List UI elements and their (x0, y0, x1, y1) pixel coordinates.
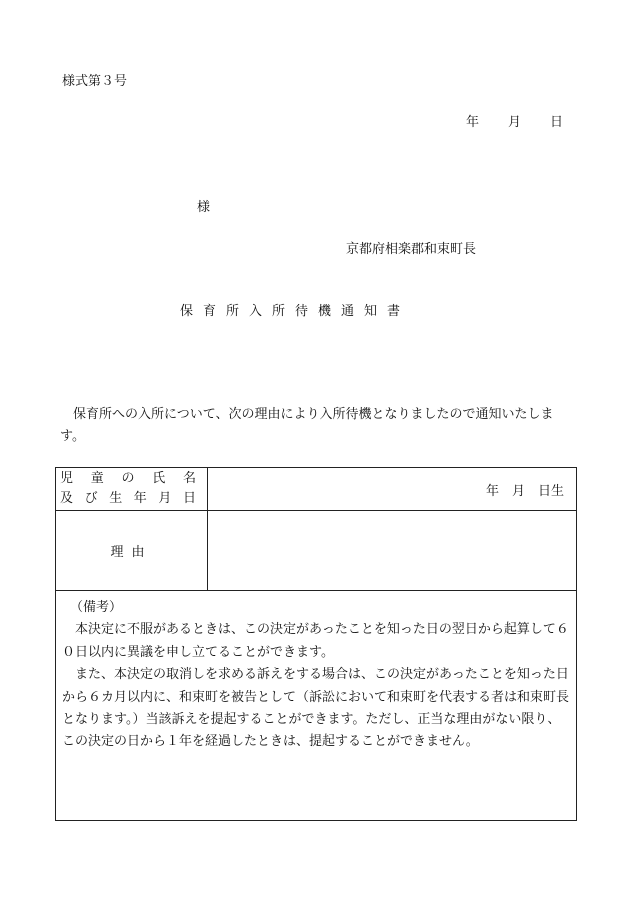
notes (56, 591, 576, 754)
issue-date (466, 111, 563, 130)
name-birth-label (56, 468, 208, 511)
intro-text: 保育所への入所について、次の理由により入所待機となりましたので通知いたします。 (60, 407, 554, 444)
date-year-label: 年 (466, 115, 480, 130)
name-label-line1: 児 童 の 氏 名 (60, 471, 196, 486)
info-table (55, 467, 577, 821)
form-number: 様式第３号 (62, 74, 128, 89)
date-month-label: 月 (508, 115, 522, 130)
document-title: 保育所入所待機通知書 (180, 304, 411, 319)
date-day-label: 日 (550, 115, 564, 130)
birth-date-field: 年 月 日生 (208, 468, 577, 511)
notes-paragraph-1: 本決定に不服があるときは、この決定があったことを知った日の翌日から起算して６０日以内に異議を申し立てることができます。 (62, 622, 569, 660)
reason-row (56, 511, 577, 591)
notes-paragraph-2: また、本決定の取消しを求める訴えをする場合は、この決定があったことを知った日から６カ月以内に、和束町を被告として（訴訟において和束町を代表する者は和束町長となります。）当該訴えを提起することができます。ただし、正当な理由がない限り、この決定の日から１年を経過したときは、提起することができません。 (62, 667, 570, 750)
reason-label: 理由 (56, 511, 208, 591)
addressee-suffix: 様 (197, 200, 211, 215)
reason-field (208, 511, 577, 591)
notes-cell (56, 591, 577, 821)
name-birth-row (56, 468, 577, 511)
sender-name: 京都府相楽郡和束町長 (346, 242, 477, 257)
notes-heading: （備考） (70, 600, 123, 615)
notes-row (56, 591, 577, 821)
name-label-line2: 及 び 生 年 月 日 (60, 491, 196, 506)
